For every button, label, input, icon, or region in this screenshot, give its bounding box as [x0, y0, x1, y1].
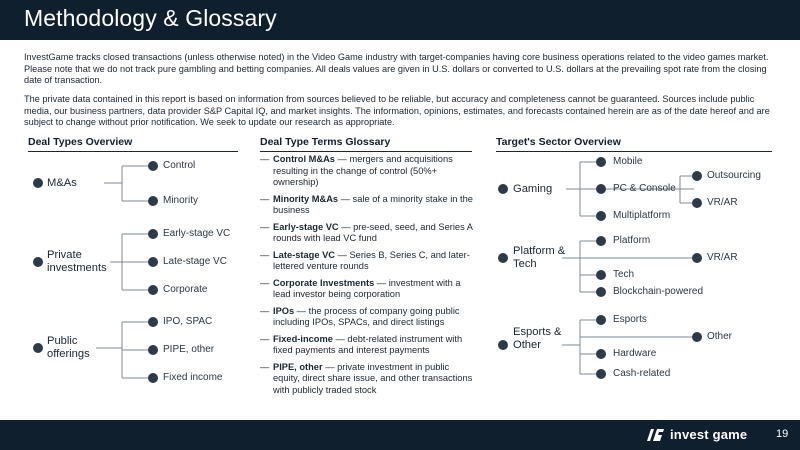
glossary-dash: — [260, 193, 270, 204]
glossary-term: IPOs [273, 305, 295, 316]
glossary-item [260, 334, 475, 357]
node-dot [148, 345, 158, 355]
node-dot [596, 349, 606, 359]
intro-paragraph-2: The private data contained in this report is based on information from sources believed to be reliable, but accuracy and completeness cannot be guaranteed. Sources include public media, our business partners, data provider S&P Capital IQ, and market insights. The information, opinions, estimates, and forecasts contained herein are as of the date hereof and are subject to change without prior notification. We seek to update our research as appropriate. [24, 94, 770, 128]
node-dot [33, 178, 43, 188]
glossary-item [260, 278, 475, 301]
deal-item-fixed-income: Fixed income [163, 372, 223, 383]
glossary-item [260, 362, 475, 397]
node-dot [33, 257, 43, 267]
sector-sub-vr-ar-platform: VR/AR [707, 252, 738, 263]
glossary-term: Minority M&As [273, 193, 339, 204]
deal-item-corporate: Corporate [163, 284, 208, 295]
intro-paragraph-1: InvestGame tracks closed transactions (unless otherwise noted) in the Video Game industry with target-companies having core business operations related to the video games market. Please note that we do not track pure gambling and betting companies. All deals values are given in U.S. dollars or converted to U.S. dollars at the prevailing spot rate from the closing date of transaction. [24, 52, 769, 86]
glossary-term: Early-stage VC [273, 221, 339, 232]
node-dot [148, 161, 158, 171]
glossary-item [260, 250, 475, 273]
deal-item-ipo-spac: IPO, SPAC [163, 316, 213, 327]
node-dot [148, 257, 158, 267]
sector-item-pc-console: PC & Console [613, 183, 676, 194]
sector-item-esports: Esports [613, 314, 647, 325]
sector-item-platform: Platform [613, 235, 651, 246]
glossary-dash: — [260, 333, 270, 344]
glossary-term: PIPE, other [273, 361, 323, 372]
glossary-term: Fixed-income [273, 333, 333, 344]
node-dot [498, 184, 508, 194]
sector-item-cash-related: Cash-related [613, 368, 671, 379]
node-dot [692, 198, 702, 208]
node-dot [596, 211, 606, 221]
node-dot [596, 369, 606, 379]
deal-item-late-stage-vc: Late-stage VC [163, 256, 227, 267]
sector-item-multiplatform: Multiplatform [613, 210, 671, 221]
page-title: Methodology & Glossary [24, 5, 277, 31]
glossary-title: Deal Type Terms Glossary [260, 136, 391, 148]
glossary-item [260, 194, 475, 217]
glossary-definition: — investment with a lead investor being corporation [273, 277, 461, 300]
glossary-dash: — [260, 154, 270, 164]
glossary-dash: — [260, 249, 270, 260]
sector-item-blockchain-powered: Blockchain-powered [613, 286, 704, 297]
sectors-title: Target's Sector Overview [496, 136, 621, 148]
node-dot [148, 196, 158, 206]
glossary-definition: — sale of a minority stake in the business [273, 193, 473, 216]
node-dot [596, 236, 606, 246]
brand-name: invest game [670, 427, 748, 442]
sector-sub-vr-ar-gaming: VR/AR [707, 197, 738, 208]
sector-sub-other: Other [707, 331, 733, 342]
deal-item-minority: Minority [163, 195, 199, 206]
glossary-dash: — [260, 221, 270, 232]
sector-item-mobile: Mobile [613, 156, 643, 167]
deal-types-title: Deal Types Overview [28, 136, 133, 148]
glossary-definition: — debt-related instrument with fixed payments and interest payments [273, 333, 463, 356]
glossary-list [260, 154, 475, 401]
node-dot [148, 229, 158, 239]
glossary-definition: — pre-seed, seed, and Series A rounds with lead VC fund [273, 221, 473, 244]
deal-item-control: Control [163, 160, 196, 171]
node-dot [596, 184, 606, 194]
node-dot [692, 332, 702, 342]
node-dot [596, 270, 606, 280]
page-number: 19 [776, 428, 789, 440]
footer-bar [0, 420, 800, 450]
sector-sub-outsourcing: Outsourcing [707, 170, 761, 181]
glossary-definition: — Series B, Series C, and later-lettered venture rounds [273, 249, 470, 272]
node-dot [596, 287, 606, 297]
glossary-term: Late-stage VC [273, 249, 335, 260]
node-dot [692, 253, 702, 263]
glossary-term: Control M&As [273, 154, 335, 164]
deal-group-public-offerings: Public offerings [47, 335, 90, 360]
sector-group-platform-tech: Platform & Tech [513, 245, 566, 270]
deal-group-mas: M&As [47, 177, 77, 189]
glossary-item [260, 222, 475, 245]
node-dot [33, 343, 43, 353]
node-dot [148, 317, 158, 327]
glossary-definition: — the process of company going public including IPOs, SPACs, and direct listings [273, 305, 460, 328]
glossary-definition: — private investment in public equity, direct share issue, and other transactions with publicly traded stock [273, 361, 473, 396]
node-dot [498, 253, 508, 263]
node-dot [596, 315, 606, 325]
sector-group-gaming: Gaming [513, 183, 553, 195]
glossary-term: Corporate Investments [273, 277, 375, 288]
investgame-logo-icon [645, 427, 665, 443]
deal-group-private-investments: Private investments [47, 249, 107, 274]
glossary-item [260, 154, 475, 189]
node-dot [148, 285, 158, 295]
deal-item-early-stage-vc: Early-stage VC [163, 228, 231, 239]
node-dot [692, 171, 702, 181]
sector-item-hardware: Hardware [613, 348, 657, 359]
glossary-dash: — [260, 305, 270, 316]
node-dot [596, 157, 606, 167]
glossary-definition: — mergers and acquisitions resulting in the change of control (50%+ ownership) [273, 154, 453, 188]
glossary-dash: — [260, 277, 270, 288]
node-dot [498, 340, 508, 350]
glossary-dash: — [260, 361, 270, 372]
sector-item-tech: Tech [613, 269, 635, 280]
deal-item-pipe-other: PIPE, other [163, 344, 215, 355]
glossary-item [260, 306, 475, 329]
node-dot [148, 373, 158, 383]
sector-group-esports-other: Esports & Other [513, 326, 562, 351]
